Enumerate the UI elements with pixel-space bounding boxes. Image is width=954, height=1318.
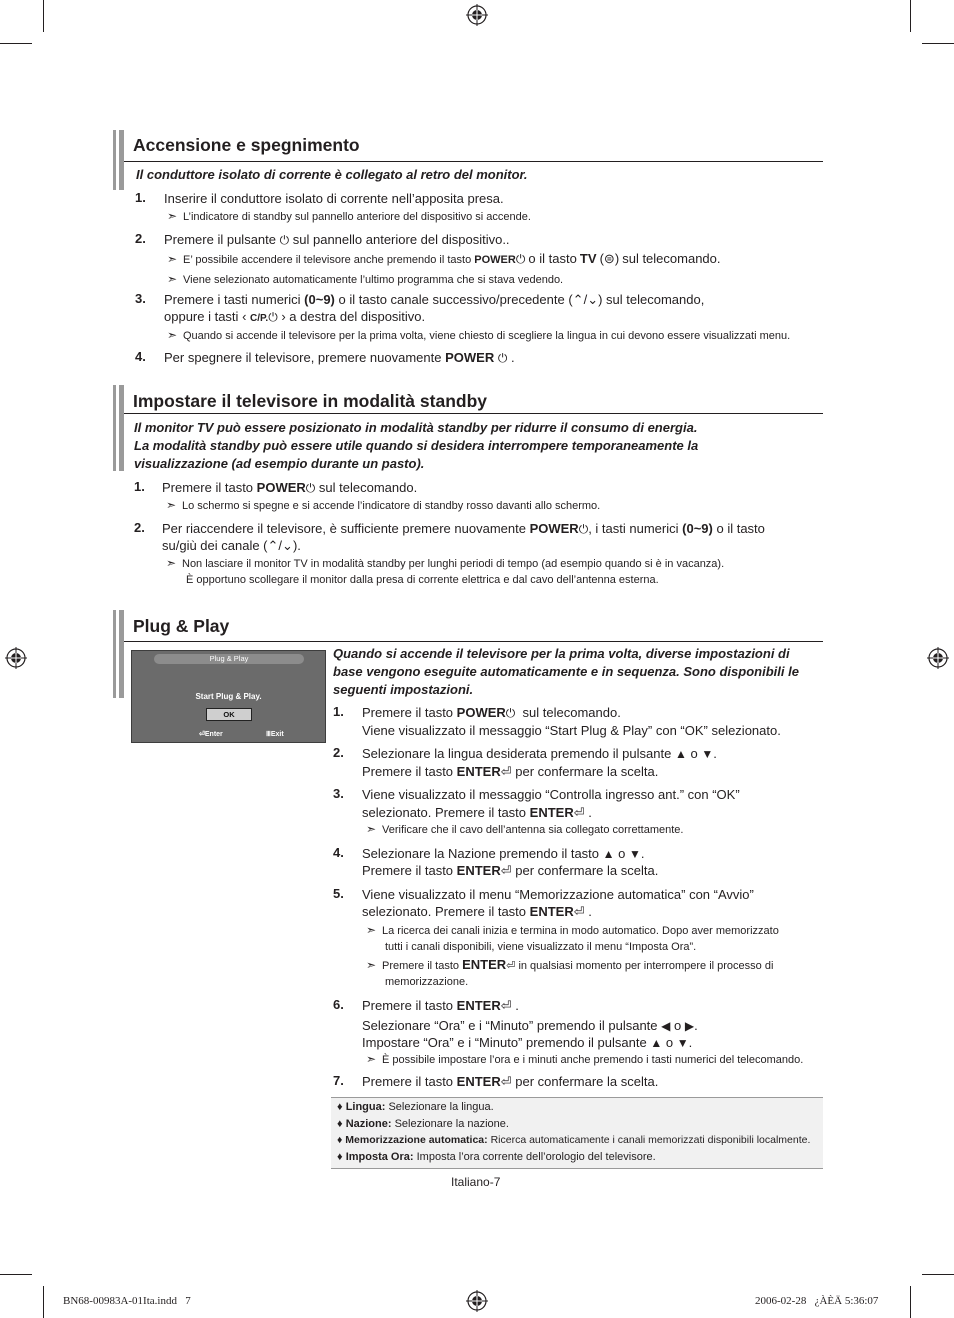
step-text: Premere il tasto ENTER⏎ per confermare la scelta.: [362, 863, 659, 878]
chevron-left-icon: ‹: [242, 309, 247, 324]
page-number: Italiano-7: [451, 1175, 501, 1189]
power-icon: ⏻: [305, 481, 316, 495]
crop-mark: [910, 1286, 911, 1318]
step-number: 2.: [134, 520, 145, 535]
registration-mark-icon: [466, 4, 488, 26]
crop-mark: [43, 1286, 44, 1318]
registration-mark-icon: [466, 1290, 488, 1312]
note-arrow-icon: ➣: [166, 498, 177, 512]
crop-mark: [922, 1274, 954, 1275]
section-bar: [113, 385, 116, 471]
power-icon: ⏻: [505, 706, 516, 720]
section-title: Plug & Play: [133, 616, 230, 636]
tv-button-icon: ⊜: [603, 251, 615, 266]
power-icon: ⏻: [515, 252, 526, 266]
step-note: ➣ È possibile impostare l’ora e i minuti anche premendo i tasti numerici del telecomando.: [366, 1052, 804, 1066]
section-title: Impostare il televisore in modalità standby: [133, 391, 487, 411]
enter-icon: ⏎: [500, 998, 512, 1013]
step-text: oppure i tasti ‹ C/P.⏻ › a destra del dispositivo.: [164, 309, 426, 324]
crop-mark: [0, 1274, 32, 1275]
step-note: memorizzazione.: [385, 976, 469, 988]
enter-icon: ⏎: [199, 731, 205, 738]
step-text: Premere il tasto POWER⏻ sul telecomando.: [362, 705, 621, 720]
enter-icon: ⏎: [500, 764, 512, 779]
osd-message: Start Plug & Play.: [195, 692, 262, 701]
footer-file: BN68-00983A-01Ita.indd 7: [63, 1295, 191, 1307]
channel-down-icon: ⌄: [282, 538, 293, 553]
crop-mark: [0, 43, 32, 44]
note-arrow-icon: ➣: [167, 328, 178, 342]
section-intro: La modalità standby può essere utile quando si desidera interrompere temporaneamente la: [134, 438, 699, 453]
step-text: Per riaccendere il televisore, è sufficiente premere nuovamente POWER⏻, i tasti numerici (0~9) o il tasto: [162, 521, 765, 536]
step-number: 1.: [333, 704, 344, 719]
step-note: tutti i canali disponibili, viene visualizzato il menu “Imposta Ora”.: [385, 941, 697, 953]
osd-ok-button[interactable]: OK: [206, 708, 252, 721]
channel-up-icon: ⌃: [267, 538, 279, 553]
enter-icon: ⏎: [506, 960, 516, 972]
step-text: Selezionare la lingua desiderata premendo il pulsante ▲ o ▼.: [362, 746, 717, 761]
section-rule: [124, 641, 823, 642]
section-bar: [119, 130, 124, 190]
bullet-icon: ♦: [337, 1134, 343, 1146]
step-number: 3.: [135, 291, 146, 306]
step-note: ➣ Verificare che il cavo dell’antenna sia collegato correttamente.: [366, 822, 684, 836]
step-text: Premere il pulsante ⏻ sul pannello anteriore del dispositivo..: [164, 232, 510, 247]
enter-icon: ⏎: [573, 805, 585, 820]
channel-up-icon: ⌃: [572, 292, 584, 307]
step-note: È opportuno scollegare il monitor dalla presa di corrente elettrica e dal cavo dell’antenna esterna.: [186, 574, 659, 586]
step-note: ➣ Non lasciare il monitor TV in modalità standby per lunghi periodi di tempo (ad esempio quando si è in vacanza).: [166, 556, 725, 570]
section-bar: [119, 385, 124, 471]
step-number: 4.: [135, 349, 146, 364]
step-note: ➣ La ricerca dei canali inizia e termina in modo automatico. Dopo aver memorizzato: [366, 923, 779, 937]
step-number: 6.: [333, 997, 344, 1012]
power-icon: ⏻: [578, 522, 589, 536]
enter-icon: ⏎: [573, 904, 585, 919]
step-number: 5.: [333, 886, 344, 901]
footer-date: 2006-02-28 ¿ÀÈÄ 5:36:07: [755, 1295, 879, 1307]
plug-and-play-screen: [131, 650, 326, 743]
note-arrow-icon: ➣: [166, 556, 177, 570]
section-bar: [113, 610, 116, 698]
arrow-right-icon: ▶: [684, 1019, 695, 1033]
section-rule: [124, 413, 823, 414]
crop-mark: [43, 0, 44, 32]
power-icon: ⏻: [497, 351, 508, 365]
step-note: ➣ Viene selezionato automaticamente l’ultimo programma che si stava vedendo.: [167, 272, 564, 286]
step-number: 3.: [333, 786, 344, 801]
step-text: Premere il tasto ENTER⏎ per confermare la scelta.: [362, 1074, 659, 1089]
step-note: ➣ E’ possibile accendere il televisore anche premendo il tasto POWER⏻ o il tasto TV (⊜) sul telecomando.: [167, 251, 721, 266]
crop-mark: [910, 0, 911, 32]
bullet-icon: ♦: [337, 1101, 343, 1113]
chevron-right-icon: ›: [281, 309, 286, 324]
step-text: Premere il tasto POWER⏻ sul telecomando.: [162, 480, 418, 495]
section-rule: [124, 161, 823, 162]
step-number: 2.: [333, 745, 344, 760]
arrow-down-icon: ▼: [629, 847, 641, 861]
arrow-up-icon: ▲: [602, 847, 615, 861]
step-text: Selezionare “Ora” e i “Minuto” premendo il pulsante ◀ o ▶.: [362, 1018, 698, 1033]
section-intro: visualizzazione (ad esempio durante un pasto).: [134, 456, 425, 471]
registration-mark-icon: [5, 647, 27, 669]
step-text: Impostare “Ora” e i “Minuto” premendo il pulsante ▲ o ▼.: [362, 1035, 693, 1050]
crop-mark: [922, 43, 954, 44]
info-item: ♦ Memorizzazione automatica: Ricerca automaticamente i canali memorizzati disponibili localmente.: [337, 1134, 811, 1146]
step-text: selezionato. Premere il tasto ENTER⏎ .: [362, 805, 592, 820]
step-text: Selezionare la Nazione premendo il tasto ▲ o ▼.: [362, 846, 645, 861]
step-number: 2.: [135, 231, 146, 246]
arrow-left-icon: ◀: [661, 1019, 671, 1033]
step-text: su/giù dei canale (⌃/⌄).: [162, 538, 301, 553]
step-text: Premere il tasto ENTER⏎ per confermare la scelta.: [362, 764, 659, 779]
enter-icon: ⏎: [500, 863, 512, 878]
section-intro: Il conduttore isolato di corrente è collegato al retro del monitor.: [136, 167, 528, 182]
enter-icon: ⏎: [500, 1074, 512, 1089]
step-number: 1.: [134, 479, 145, 494]
step-text: Viene visualizzato il messaggio “Start Plug & Play” con “OK” selezionato.: [362, 723, 781, 738]
arrow-down-icon: ▼: [676, 1036, 689, 1050]
section-intro: Il monitor TV può essere posizionato in modalità standby per ridurre il consumo di energia.: [134, 420, 698, 435]
info-item: ♦ Imposta Ora: Imposta l’ora corrente dell’orologio del televisore.: [337, 1151, 656, 1163]
step-text: Viene visualizzato il menu “Memorizzazione automatica” con “Avvio”: [362, 887, 754, 902]
section-bar: [119, 610, 124, 698]
osd-enter-hint: ⏎Enter: [199, 731, 223, 738]
osd-exit-hint: ⅢExit: [266, 731, 284, 738]
step-note: ➣ Premere il tasto ENTER⏎ in qualsiasi momento per interrompere il processo di: [366, 957, 774, 972]
info-item: ♦ Nazione: Selezionare la nazione.: [337, 1118, 509, 1130]
section-bar: [113, 130, 116, 190]
arrow-down-icon: ▼: [701, 747, 714, 761]
note-arrow-icon: ➣: [167, 209, 178, 223]
bullet-icon: ♦: [337, 1151, 343, 1163]
bullet-icon: ♦: [337, 1118, 343, 1130]
registration-mark-icon: [927, 647, 949, 669]
power-icon: ⏻: [279, 233, 290, 247]
arrow-up-icon: ▲: [674, 747, 687, 761]
note-arrow-icon: ➣: [366, 1052, 377, 1066]
section-intro: Quando si accende il televisore per la prima volta, diverse impostazioni di: [333, 646, 790, 661]
step-note: ➣ Quando si accende il televisore per la prima volta, viene chiesto di scegliere la lingua in cui devono essere visualizzati menu.: [167, 328, 791, 342]
step-text: Per spegnere il televisore, premere nuovamente POWER ⏻ .: [164, 350, 515, 365]
step-text: Premere i tasti numerici (0~9) o il tasto canale successivo/precedente (⌃/⌄) sul telecomando,: [164, 292, 705, 307]
step-text: Viene visualizzato il messaggio “Controlla ingresso ant.” con “OK”: [362, 787, 740, 802]
note-arrow-icon: ➣: [366, 958, 377, 972]
note-arrow-icon: ➣: [167, 252, 178, 266]
info-item: ♦ Lingua: Selezionare la lingua.: [337, 1101, 494, 1113]
section-title: Accensione e spegnimento: [133, 135, 360, 155]
settings-info-box: [331, 1097, 823, 1169]
step-number: 7.: [333, 1073, 344, 1088]
step-number: 4.: [333, 845, 344, 860]
step-text: Inserire il conduttore isolato di corrente nell’apposita presa.: [164, 191, 504, 206]
note-arrow-icon: ➣: [167, 272, 178, 286]
step-note: ➣ Lo schermo si spegne e si accende l’indicatore di standby rosso davanti allo schermo.: [166, 498, 601, 512]
osd-title: Plug & Play: [154, 654, 304, 664]
step-text: Premere il tasto ENTER⏎ .: [362, 998, 519, 1013]
step-note: ➣ L’indicatore di standby sul pannello anteriore del dispositivo si accende.: [167, 209, 531, 223]
arrow-up-icon: ▲: [650, 1036, 663, 1050]
step-text: selezionato. Premere il tasto ENTER⏎ .: [362, 904, 592, 919]
step-number: 1.: [135, 190, 146, 205]
exit-icon: Ⅲ: [266, 731, 271, 738]
note-arrow-icon: ➣: [366, 923, 377, 937]
channel-down-icon: ⌄: [587, 292, 599, 307]
power-icon: ⏻: [268, 310, 278, 324]
section-intro: base vengono eseguite automaticamente e in sequenza. Sono disponibili le: [333, 664, 799, 679]
note-arrow-icon: ➣: [366, 822, 377, 836]
section-intro: seguenti impostazioni.: [333, 682, 474, 697]
